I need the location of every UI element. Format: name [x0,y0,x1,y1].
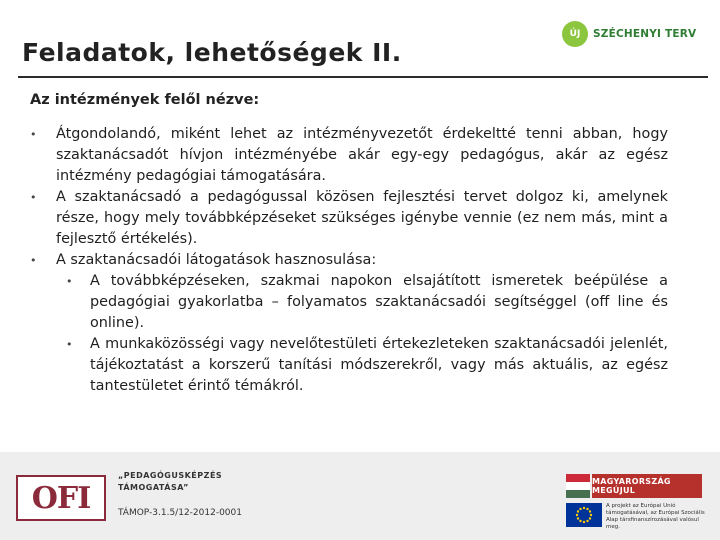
sub-list-item-text: A munkaközösségi vagy nevelőtestületi értekezleteken szaktanácsadói jelenlét, tájékoztatást a korszerű tanítási módszerekről, vagy más aktuális, az egész tantestületet érintő témákról. [90,336,668,394]
ofi-logo [16,475,106,521]
title-divider [18,76,708,78]
project-code: TÁMOP-3.1.5/12-2012-0001 [118,508,242,518]
list-item [30,124,668,187]
list-item [30,250,668,271]
list-item [30,187,668,250]
section-subtitle: Az intézmények felől nézve: [30,92,260,108]
ofi-logo-text: OFI [31,480,91,516]
list-item-text: A szaktanácsadó a pedagógussal közösen fejlesztési tervet dolgoz ki, amelynek része, hogy mely továbbképzéseket szükséges igénybe vennie (ez nem más, mint a fejlesztő értékelés). [56,189,668,247]
bullet-list [30,124,668,397]
szechenyi-terv-logo [562,20,712,48]
list-item-text: A szaktanácsadói látogatások hasznosulása: [56,252,377,268]
eu-flag-icon [566,503,602,527]
magyarorszag-megujul-logo: MAGYARORSZÁG MEGÚJUL [592,474,702,498]
bullet-icon: • [30,254,37,267]
sub-list-item [30,334,668,397]
eu-funding-text: A projekt az Európai Unió támogatásával, az Európai Szociális Alap társfinanszírozásával valósul meg. [606,503,705,530]
page-title: Feladatok, lehetőségek II. [22,38,402,67]
hungarian-flag-icon [566,474,590,498]
project-title: „PEDAGÓGUSKÉPZÉS TÁMOGATÁSA” [118,471,223,492]
bullet-icon: • [66,338,73,351]
bullet-icon: • [30,128,37,141]
bullet-icon: • [66,275,73,288]
list-item-text: Átgondolandó, miként lehet az intézményvezetőt érdekeltté tenni abban, hogy szaktanácsadót hívjon intézményébe akár egy-egy pedagógus, akár az egész intézmény pedagógiai támogatására. [56,126,668,184]
logo-text: SZÉCHENYI TERV [593,28,697,40]
sub-list-item [30,271,668,334]
sub-list-item-text: A továbbképzéseken, szakmai napokon elsajátított ismeretek beépülése a pedagógiai gyakorlatba – folyamatos szaktanácsadói segítséggel (off line és online). [90,273,668,331]
bullet-icon: • [30,191,37,204]
uj-badge-icon: ÚJ [562,21,588,47]
